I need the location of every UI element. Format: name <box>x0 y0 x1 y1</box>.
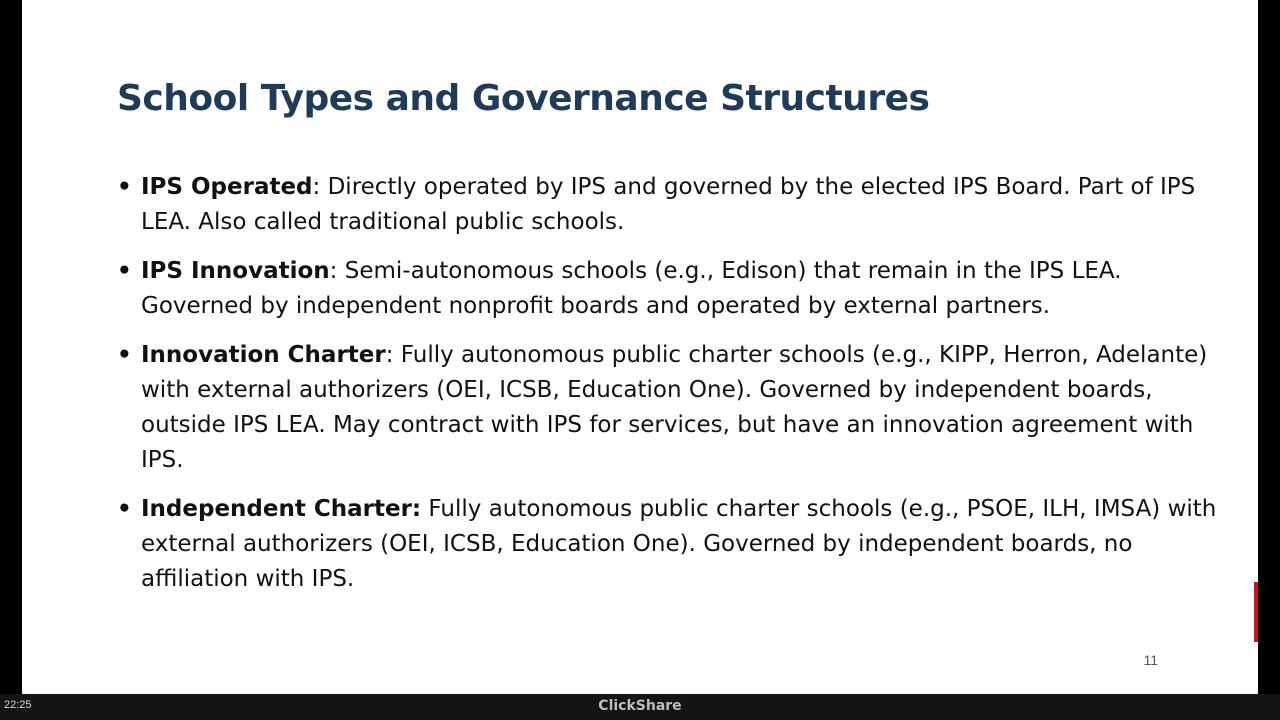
clock: 22:25 <box>4 699 32 711</box>
accent-bar <box>1254 582 1258 642</box>
presentation-slide <box>22 0 1258 694</box>
bullet-separator: : <box>312 174 321 200</box>
bullet-item-innovation-charter <box>117 338 1217 478</box>
bullet-term: IPS Operated <box>141 174 313 200</box>
bullet-text: Fully autonomous public charter schools (e.g., KIPP, Herron, Adelante) with external authorizers (OEI, ICSB, Education One). Governed by independent boards, outside IPS LEA. May contract with IPS for services, but have an innovation agreement with IPS. <box>141 342 1208 473</box>
bullet-text: Semi-autonomous schools (e.g., Edison) that remain in the IPS LEA. Governed by independent nonprofit boards and operated by external partners. <box>141 258 1122 319</box>
bullet-item-independent-charter <box>117 492 1217 597</box>
bullet-term: Innovation Charter <box>141 342 386 368</box>
bullet-icon: • <box>117 342 132 368</box>
bullet-item-ips-innovation <box>117 254 1217 324</box>
bullet-icon: • <box>117 258 132 284</box>
bullet-item-ips-operated <box>117 170 1217 240</box>
bullet-icon: • <box>117 174 132 200</box>
bullet-text: Fully autonomous public charter schools (e.g., PSOE, ILH, IMSA) with external authorizers (OEI, ICSB, Education One). Governed by independent boards, no affiliation with IPS. <box>141 496 1217 592</box>
bullet-separator: : <box>385 342 394 368</box>
slide-page-number: 11 <box>1143 652 1158 668</box>
clickshare-logo: ClickShare <box>598 698 682 714</box>
bullet-icon: • <box>117 496 132 522</box>
bullet-term: IPS Innovation <box>141 258 330 284</box>
bullet-term: Independent Charter: <box>141 496 422 522</box>
clickshare-status-bar <box>0 694 1280 720</box>
bullet-list <box>117 170 1217 611</box>
bullet-separator: : <box>329 258 338 284</box>
bullet-text: Directly operated by IPS and governed by the elected IPS Board. Part of IPS LEA. Also called traditional public schools. <box>141 174 1196 235</box>
slide-title: School Types and Governance Structures <box>117 78 930 119</box>
